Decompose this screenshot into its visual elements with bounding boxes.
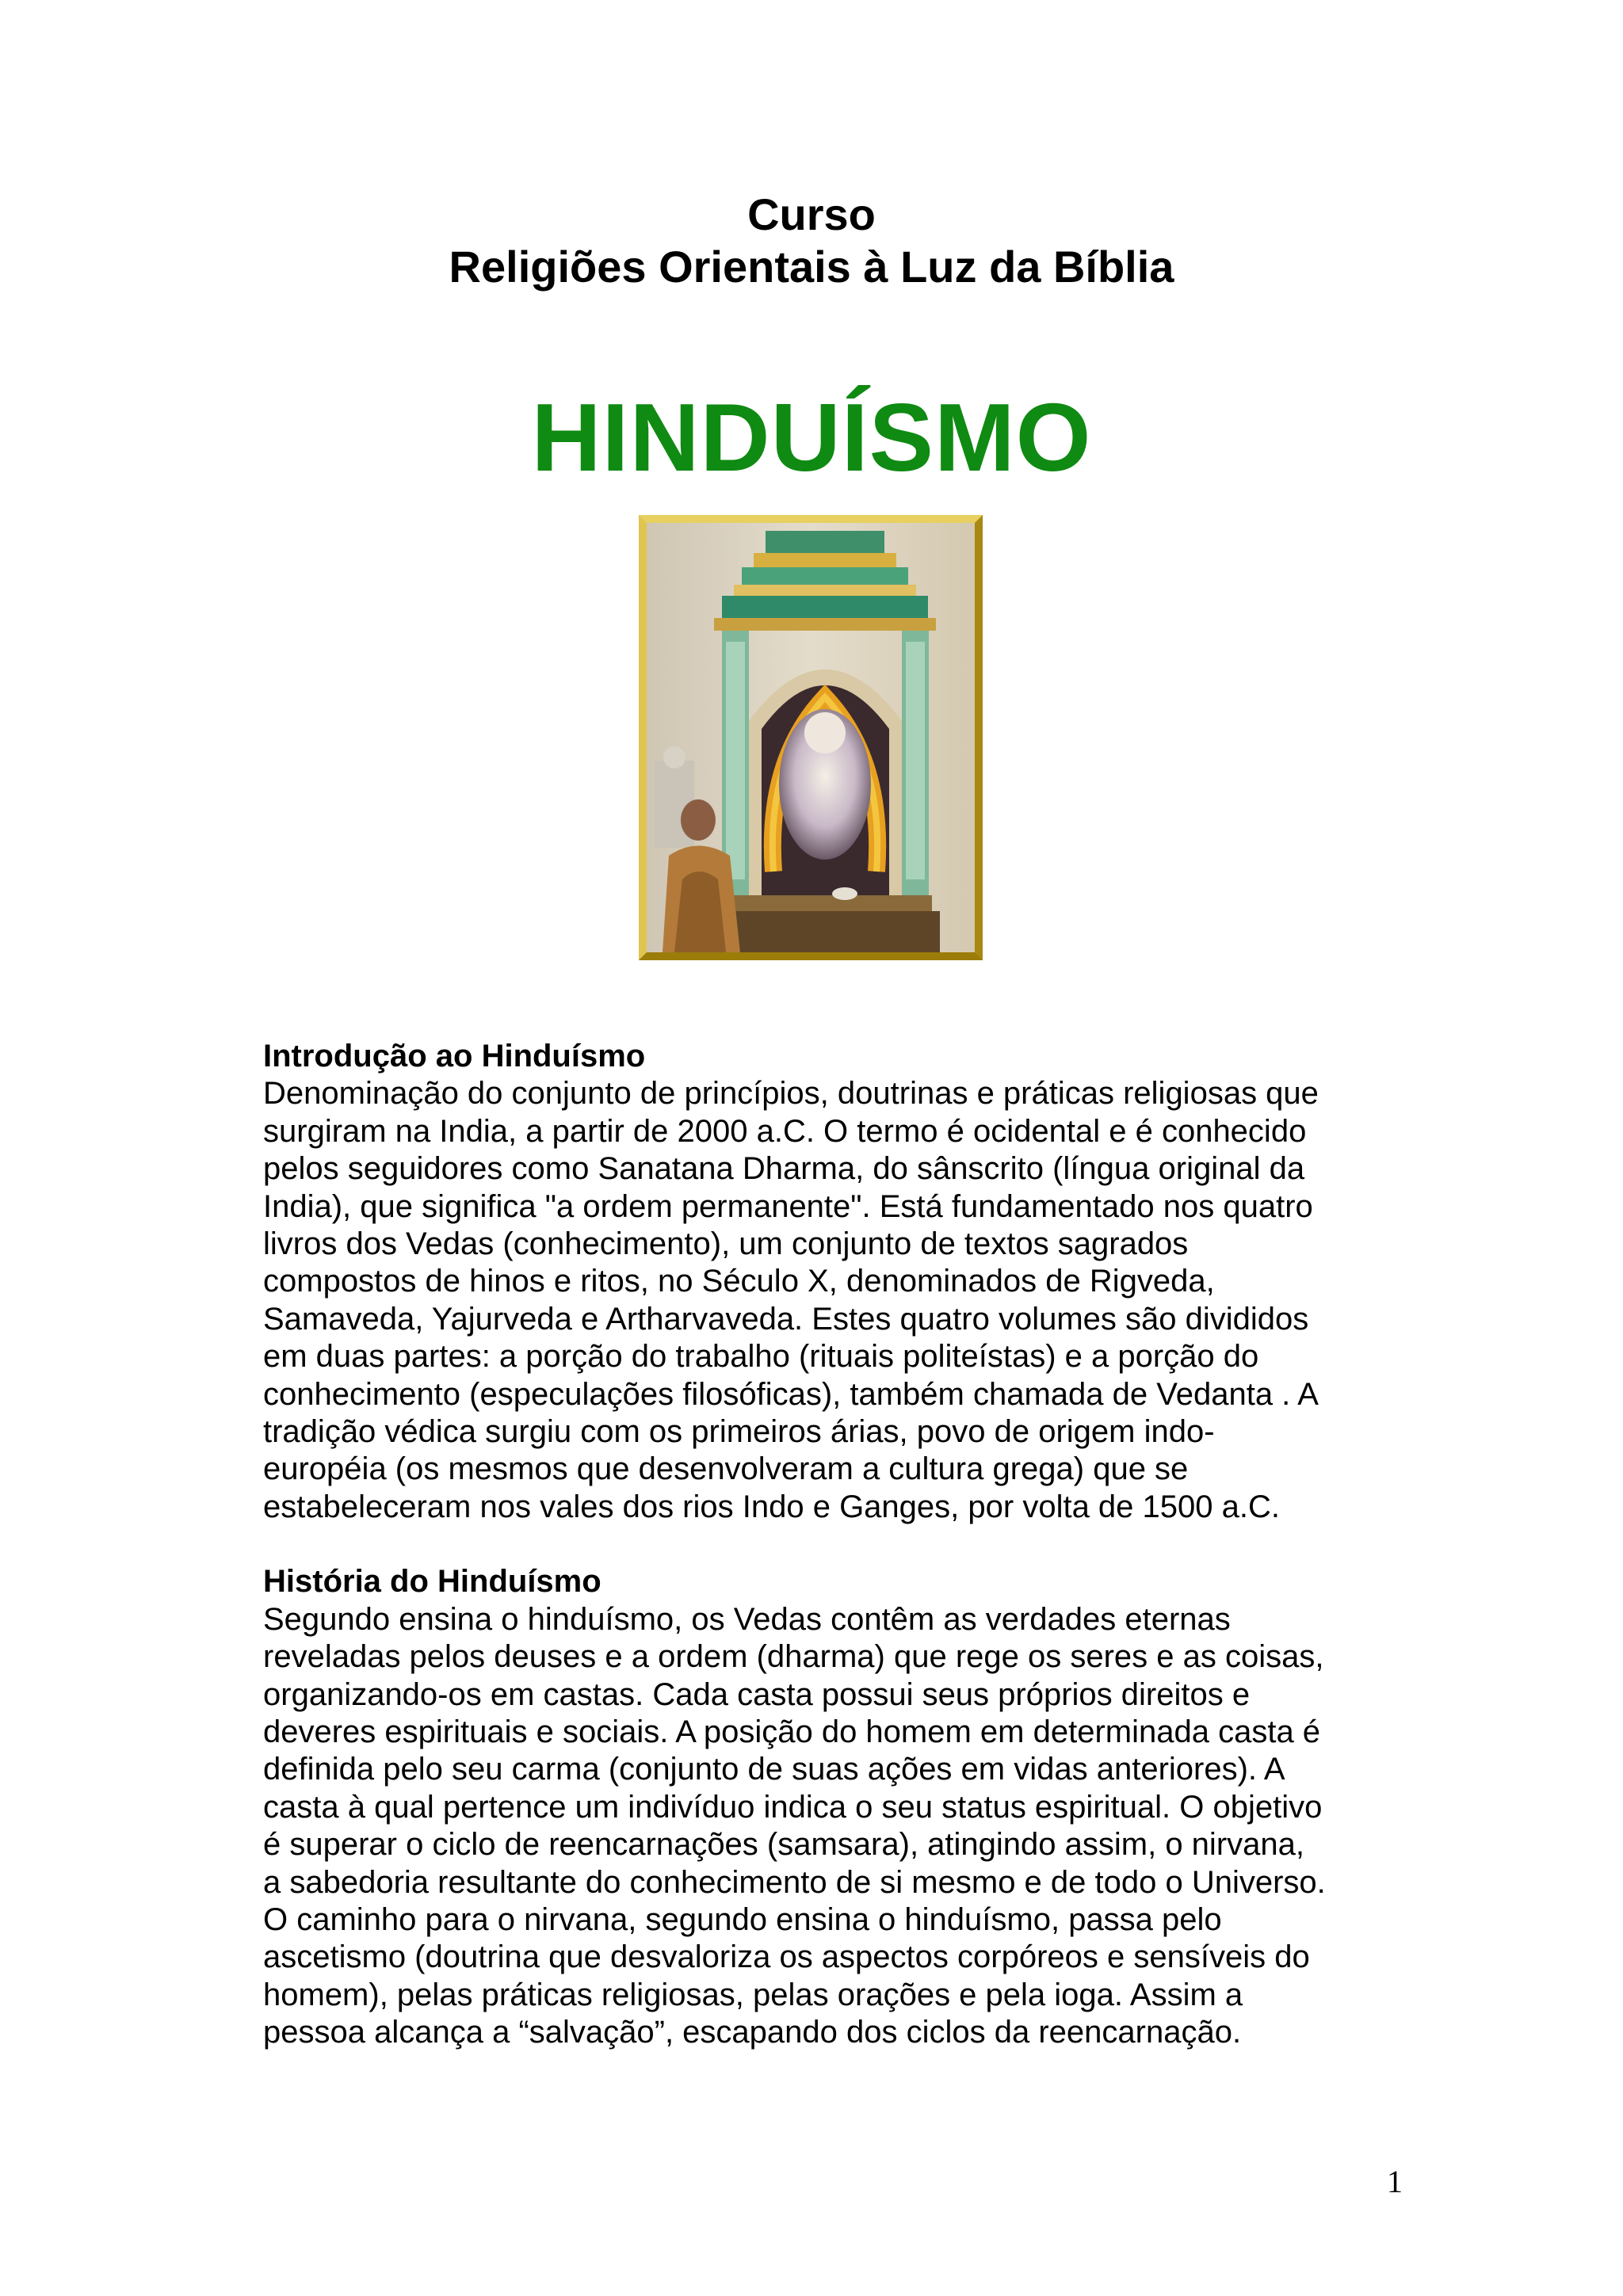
course-title: Religiões Orientais à Luz da Bíblia bbox=[449, 242, 1174, 292]
text-line: compostos de hinos e ritos, no Século X, denominados de Rigveda, bbox=[263, 1264, 1215, 1299]
text-line: definida pelo seu carma (conjunto de suas ações em vidas anteriores). A bbox=[263, 1752, 1285, 1787]
text-line: India), que significa "a ordem permanente". Está fundamentado nos quatro bbox=[263, 1188, 1313, 1224]
temple-shrine-icon bbox=[647, 523, 975, 952]
text-line: pessoa alcança a “salvação”, escapando dos ciclos da reencarnação. bbox=[263, 2015, 1242, 2050]
section-body bbox=[263, 1075, 1388, 1526]
section-heading: História do Hinduísmo bbox=[263, 1564, 601, 1600]
text-line: tradição védica surgiu com os primeiros árias, povo de origem indo- bbox=[263, 1414, 1215, 1450]
text-line: O caminho para o nirvana, segundo ensina o hinduísmo, passa pelo bbox=[263, 1901, 1222, 1937]
temple-shrine-photo bbox=[639, 515, 983, 960]
document-title: HINDUÍSMO bbox=[531, 383, 1092, 491]
text-line: em duas partes: a porção do trabalho (rituais politeístas) e a porção do bbox=[263, 1339, 1259, 1375]
section-body bbox=[263, 1601, 1388, 2052]
text-line: é superar o ciclo de reencarnações (samsara), atingindo assim, o nirvana, bbox=[263, 1827, 1304, 1863]
text-line: a sabedoria resultante do conhecimento de si mesmo e de todo o Universo. bbox=[263, 1864, 1326, 1900]
text-line: casta à qual pertence um indivíduo indica o seu status espiritual. O objetivo bbox=[263, 1789, 1323, 1825]
text-line: estabeleceram nos vales dos rios Indo e Ganges, por volta de 1500 a.C. bbox=[263, 1489, 1280, 1524]
text-line: ascetismo (doutrina que desvaloriza os aspectos corpóreos e sensíveis do bbox=[263, 1939, 1310, 1975]
page-number: 1 bbox=[1387, 2164, 1403, 2199]
text-line: conhecimento (especulações filosóficas), também chamada de Vedanta . A bbox=[263, 1376, 1319, 1412]
text-line: surgiram na India, a partir de 2000 a.C. O termo é ocidental e é conhecido bbox=[263, 1113, 1307, 1149]
document-body bbox=[263, 1038, 1388, 2052]
text-line: reveladas pelos deuses e a ordem (dharma) que rege os seres e as coisas, bbox=[263, 1639, 1324, 1675]
text-line: Samaveda, Yajurveda e Artharvaveda. Estes quatro volumes são divididos bbox=[263, 1301, 1309, 1337]
text-line: européia (os mesmos que desenvolveram a cultura grega) que se bbox=[263, 1451, 1189, 1487]
text-line: deveres espirituais e sociais. A posição do homem em determinada casta é bbox=[263, 1714, 1321, 1749]
course-header bbox=[0, 189, 1623, 293]
course-label: Curso bbox=[747, 189, 876, 239]
text-line: Denominação do conjunto de princípios, doutrinas e práticas religiosas que bbox=[263, 1076, 1319, 1112]
text-line: pelos seguidores como Sanatana Dharma, do sânscrito (língua original da bbox=[263, 1151, 1305, 1187]
text-line: organizando-os em castas. Cada casta possui seus próprios direitos e bbox=[263, 1676, 1251, 1712]
text-line: homem), pelas práticas religiosas, pelas orações e pela ioga. Assim a bbox=[263, 1977, 1243, 2012]
section-historia bbox=[263, 1563, 1388, 2051]
text-line: Segundo ensina o hinduísmo, os Vedas contêm as verdades eternas bbox=[263, 1601, 1231, 1637]
section-heading: Introdução ao Hinduísmo bbox=[263, 1039, 646, 1074]
text-line: livros dos Vedas (conhecimento), um conjunto de textos sagrados bbox=[263, 1226, 1189, 1262]
section-introducao bbox=[263, 1038, 1388, 1526]
